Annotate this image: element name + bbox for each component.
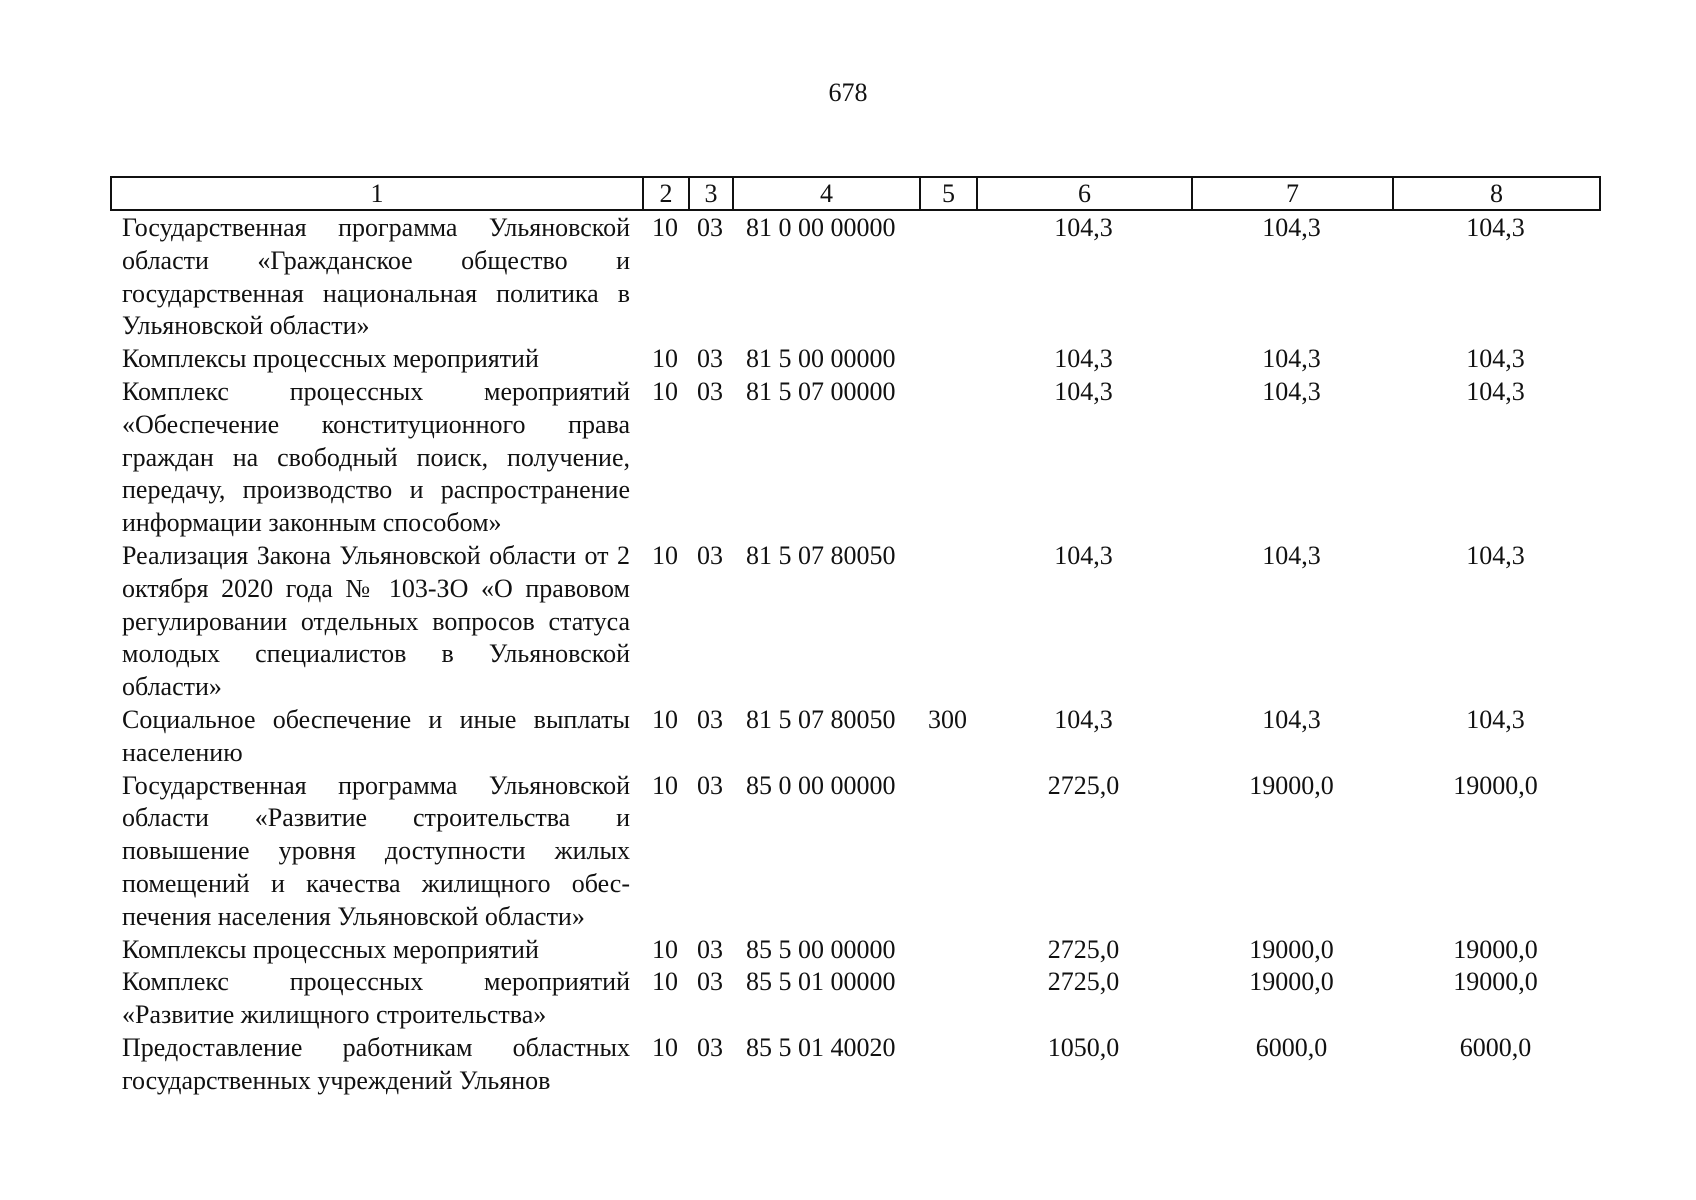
row-section: 10 xyxy=(652,344,678,374)
row-amount-col8: 104,3 xyxy=(1466,540,1525,570)
row-expense-type xyxy=(919,770,976,934)
row-name: Комплексы процессных мероприятий xyxy=(122,934,539,964)
row-amount-col8: 19000,0 xyxy=(1453,934,1538,964)
row-subsection: 03 xyxy=(697,967,723,997)
row-amount-col8: 19000,0 xyxy=(1453,770,1538,800)
header-col-5: 5 xyxy=(920,177,977,210)
table-row xyxy=(110,1032,1599,1098)
row-target-code: 85 5 00 00000 xyxy=(746,934,896,964)
row-amount-col6: 1050,0 xyxy=(1047,1032,1120,1062)
row-amount-col7: 104,3 xyxy=(1262,376,1321,406)
row-expense-type xyxy=(919,343,976,376)
header-col-1: 1 xyxy=(111,177,643,210)
row-subsection: 03 xyxy=(697,376,723,406)
row-amount-col6: 104,3 xyxy=(1054,344,1113,374)
row-amount-col8: 104,3 xyxy=(1466,704,1525,734)
row-target-code: 81 5 07 80050 xyxy=(746,540,896,570)
column-number-header xyxy=(110,176,1601,211)
row-amount-col7: 104,3 xyxy=(1262,213,1321,242)
row-amount-col7: 104,3 xyxy=(1262,540,1321,570)
header-col-4: 4 xyxy=(733,177,920,210)
row-expense-type xyxy=(919,1032,976,1098)
table-row xyxy=(110,966,1599,1032)
row-expense-type xyxy=(919,966,976,1032)
row-name: Социальное обеспечение и иные выплаты населению xyxy=(122,704,630,767)
row-target-code: 85 5 01 00000 xyxy=(746,967,896,997)
table-row xyxy=(110,540,1599,704)
row-subsection: 03 xyxy=(697,540,723,570)
row-target-code: 81 0 00 00000 xyxy=(746,213,896,242)
row-section: 10 xyxy=(652,967,678,997)
row-target-code: 81 5 07 00000 xyxy=(746,376,896,406)
row-amount-col8: 19000,0 xyxy=(1453,967,1538,997)
row-amount-col6: 2725,0 xyxy=(1047,934,1120,964)
row-name: Реализация Закона Ульяновской области от 2 октября 2020 года № 103-ЗО «О правовом регулировании отдельных вопросов статуса молодых специалистов в Ульяновской области» xyxy=(122,540,630,702)
row-section: 10 xyxy=(652,213,678,242)
row-subsection: 03 xyxy=(697,344,723,374)
header-col-7: 7 xyxy=(1192,177,1393,210)
row-section: 10 xyxy=(652,934,678,964)
header-col-6: 6 xyxy=(977,177,1192,210)
row-amount-col6: 104,3 xyxy=(1054,213,1113,242)
row-name: Предоставление работникам областных государственных учреждений Ульянов xyxy=(122,1032,630,1095)
row-amount-col6: 2725,0 xyxy=(1047,770,1120,800)
row-name: Комплекс процессных мероприятий «Развитие жилищного строительства» xyxy=(122,967,630,1030)
header-col-2: 2 xyxy=(643,177,689,210)
row-amount-col7: 19000,0 xyxy=(1249,934,1334,964)
row-name: Государственная программа Ульяновской области «Развитие строительства и повышение уровня доступности жилых помещений и качества жилищного обеспечения населения Ульяновской области» xyxy=(122,770,630,931)
row-target-code: 85 0 00 00000 xyxy=(746,770,896,800)
row-expense-type xyxy=(919,540,976,704)
table-row xyxy=(110,934,1599,967)
table-row xyxy=(110,704,1599,770)
row-expense-type xyxy=(919,934,976,967)
row-section: 10 xyxy=(652,1032,678,1062)
row-target-code: 81 5 07 80050 xyxy=(746,704,896,734)
row-subsection: 03 xyxy=(697,934,723,964)
table-row xyxy=(110,343,1599,376)
row-amount-col6: 104,3 xyxy=(1054,376,1113,406)
table-row xyxy=(110,212,1599,343)
page-number: 678 xyxy=(828,78,868,107)
row-expense-type: 300 xyxy=(928,704,967,734)
row-amount-col7: 104,3 xyxy=(1262,704,1321,734)
row-expense-type xyxy=(919,376,976,540)
row-subsection: 03 xyxy=(697,213,723,242)
row-amount-col6: 104,3 xyxy=(1054,704,1113,734)
row-expense-type xyxy=(919,212,976,343)
header-col-8: 8 xyxy=(1393,177,1600,210)
row-amount-col7: 19000,0 xyxy=(1249,967,1334,997)
row-subsection: 03 xyxy=(697,1032,723,1062)
header-col-3: 3 xyxy=(689,177,733,210)
row-section: 10 xyxy=(652,704,678,734)
row-section: 10 xyxy=(652,376,678,406)
row-section: 10 xyxy=(652,540,678,570)
row-amount-col6: 104,3 xyxy=(1054,540,1113,570)
row-section: 10 xyxy=(652,770,678,800)
row-name: Комплексы процессных мероприятий xyxy=(122,344,539,374)
row-name: Государственная программа Ульяновской области «Гражданское общество и государственная национальная политика в Ульяновской области» xyxy=(122,213,630,341)
row-amount-col8: 104,3 xyxy=(1466,344,1525,374)
row-name: Комплекс процессных мероприятий «Обеспечение конституционного права граждан на свободный поиск, получение, передачу, производство и распространение информации законным способом» xyxy=(122,376,630,538)
table-row xyxy=(110,376,1599,540)
budget-table xyxy=(110,212,1599,1098)
row-amount-col7: 6000,0 xyxy=(1255,1032,1328,1062)
row-target-code: 85 5 01 40020 xyxy=(746,1032,896,1062)
row-amount-col8: 6000,0 xyxy=(1459,1032,1532,1062)
row-amount-col7: 104,3 xyxy=(1262,344,1321,374)
row-subsection: 03 xyxy=(697,704,723,734)
row-amount-col7: 19000,0 xyxy=(1249,770,1334,800)
row-target-code: 81 5 00 00000 xyxy=(746,344,896,374)
row-amount-col8: 104,3 xyxy=(1466,376,1525,406)
row-amount-col8: 104,3 xyxy=(1466,213,1525,242)
row-amount-col6: 2725,0 xyxy=(1047,967,1120,997)
table-row xyxy=(110,770,1599,934)
row-subsection: 03 xyxy=(697,770,723,800)
